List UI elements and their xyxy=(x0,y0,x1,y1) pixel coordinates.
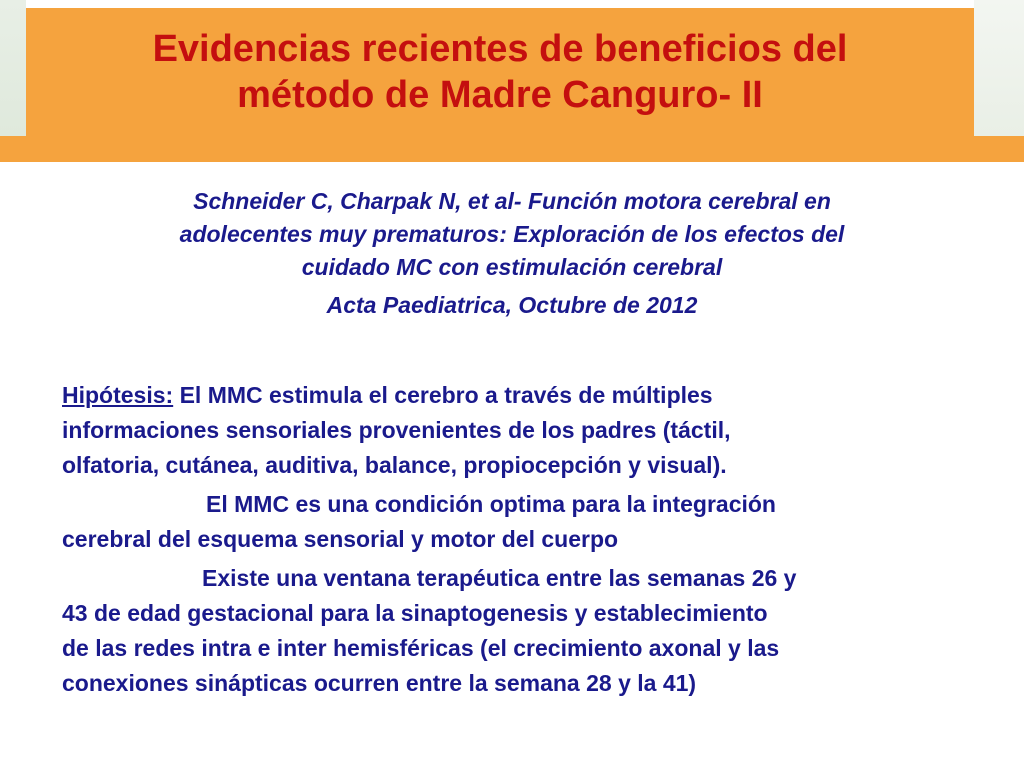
citation-line-1: Schneider C, Charpak N, et al- Función motora cerebral en xyxy=(193,188,831,214)
decorative-corner-left xyxy=(0,0,26,136)
point-3-line-3: de las redes intra e inter hemisféricas (el crecimiento axonal y las xyxy=(62,635,780,661)
citation-line-2: adolecentes muy prematuros: Exploración de los efectos del xyxy=(179,221,845,247)
hypothesis-line-2: informaciones sensoriales provenientes de los padres (táctil, xyxy=(62,417,731,443)
hypothesis-line-1-text: El MMC estimula el cerebro a través de múltiples xyxy=(173,382,713,408)
slide-body xyxy=(62,378,962,701)
point-3-line-4: conexiones sinápticas ocurren entre la semana 28 y la 41) xyxy=(62,670,697,696)
title-banner xyxy=(26,8,974,136)
slide-title-line-1: Evidencias recientes de beneficios del xyxy=(152,28,848,70)
citation-journal: Acta Paediatrica, Octubre de 2012 xyxy=(326,292,698,318)
hypothesis-line-3: olfatoria, cutánea, auditiva, balance, propiocepción y visual). xyxy=(62,452,727,478)
header-accent-bar xyxy=(0,136,1024,162)
slide-title xyxy=(153,26,848,118)
hypothesis-label: Hipótesis: xyxy=(62,382,174,408)
hypothesis-line-1 xyxy=(62,378,962,413)
point-3-line-1: Existe una ventana terapéutica entre las semanas 26 y xyxy=(202,565,797,591)
slide-title-line-2: método de Madre Canguro- II xyxy=(237,74,763,116)
citation-line-3: cuidado MC con estimulación cerebral xyxy=(301,254,723,280)
decorative-corner-right xyxy=(974,0,1024,136)
point-3-line-2: 43 de edad gestacional para la sinaptogenesis y establecimiento xyxy=(62,600,768,626)
point-2-line-1: El MMC es una condición optima para la integración xyxy=(206,491,776,517)
point-2-line-2: cerebral del esquema sensorial y motor del cuerpo xyxy=(62,526,619,552)
citation-block xyxy=(62,185,962,322)
